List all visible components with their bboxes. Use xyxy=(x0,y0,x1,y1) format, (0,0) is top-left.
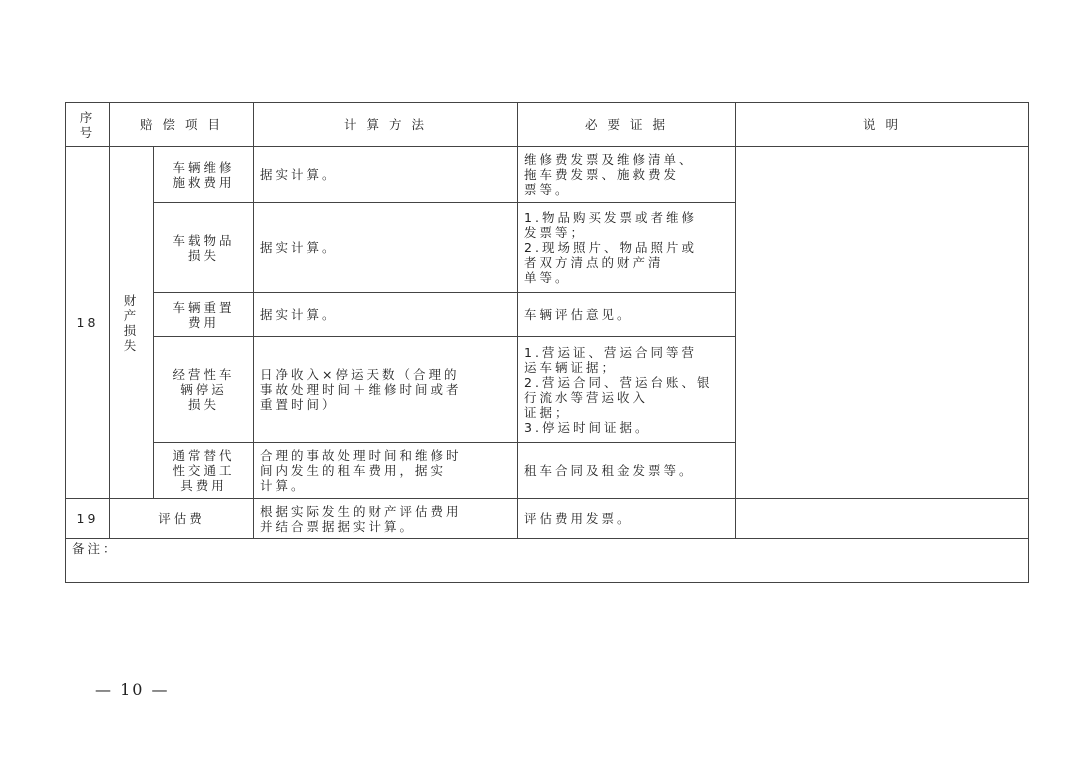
sub-item-method: 日净收入×停运天数（合理的 事故处理时间＋维修时间或者 重置时间） xyxy=(254,337,518,443)
row19-method: 根据实际发生的财产评估费用 并结合票据据实计算。 xyxy=(254,499,518,539)
header-note: 说 明 xyxy=(736,103,1029,147)
header-no: 序 号 xyxy=(66,103,110,147)
compensation-table xyxy=(65,102,1029,583)
remarks-label: 备注： xyxy=(66,539,1029,583)
sub-item-evidence: 1.营运证、营运合同等营 运车辆证据； 2.营运合同、营运台账、银 行流水等营运收入 证据； 3.停运时间证据。 xyxy=(518,337,736,443)
table-row xyxy=(66,499,1029,539)
row19-no: 19 xyxy=(66,499,110,539)
row18-note xyxy=(736,147,1029,499)
sub-item-method: 据实计算。 xyxy=(254,147,518,203)
row19-evidence: 评估费用发票。 xyxy=(518,499,736,539)
sub-item-evidence: 1.物品购买发票或者维修 发票等； 2.现场照片、物品照片或 者双方清点的财产清 单等。 xyxy=(518,203,736,293)
sub-item-evidence: 租车合同及租金发票等。 xyxy=(518,443,736,499)
sub-item-name: 车辆重置 费用 xyxy=(154,293,254,337)
header-item: 赔 偿 项 目 xyxy=(110,103,254,147)
sub-item-method: 据实计算。 xyxy=(254,203,518,293)
sub-item-name: 车辆维修 施救费用 xyxy=(154,147,254,203)
page-number: — 10 — xyxy=(95,680,170,699)
row18-no: 18 xyxy=(66,147,110,499)
sub-item-evidence: 维修费发票及维修清单、 拖车费发票、施救费发 票等。 xyxy=(518,147,736,203)
table-header-row xyxy=(66,103,1029,147)
sub-item-name: 车载物品 损失 xyxy=(154,203,254,293)
sub-item-method: 据实计算。 xyxy=(254,293,518,337)
row19-note xyxy=(736,499,1029,539)
remarks-row xyxy=(66,539,1029,583)
header-evidence: 必 要 证 据 xyxy=(518,103,736,147)
row18-category: 财 产 损 失 xyxy=(110,147,154,499)
sub-item-name: 通常替代 性交通工 具费用 xyxy=(154,443,254,499)
table-row xyxy=(66,147,1029,203)
sub-item-method: 合理的事故处理时间和维修时 间内发生的租车费用，据实 计算。 xyxy=(254,443,518,499)
sub-item-name: 经营性车 辆停运 损失 xyxy=(154,337,254,443)
header-method: 计 算 方 法 xyxy=(254,103,518,147)
sub-item-evidence: 车辆评估意见。 xyxy=(518,293,736,337)
row19-item: 评估费 xyxy=(110,499,254,539)
